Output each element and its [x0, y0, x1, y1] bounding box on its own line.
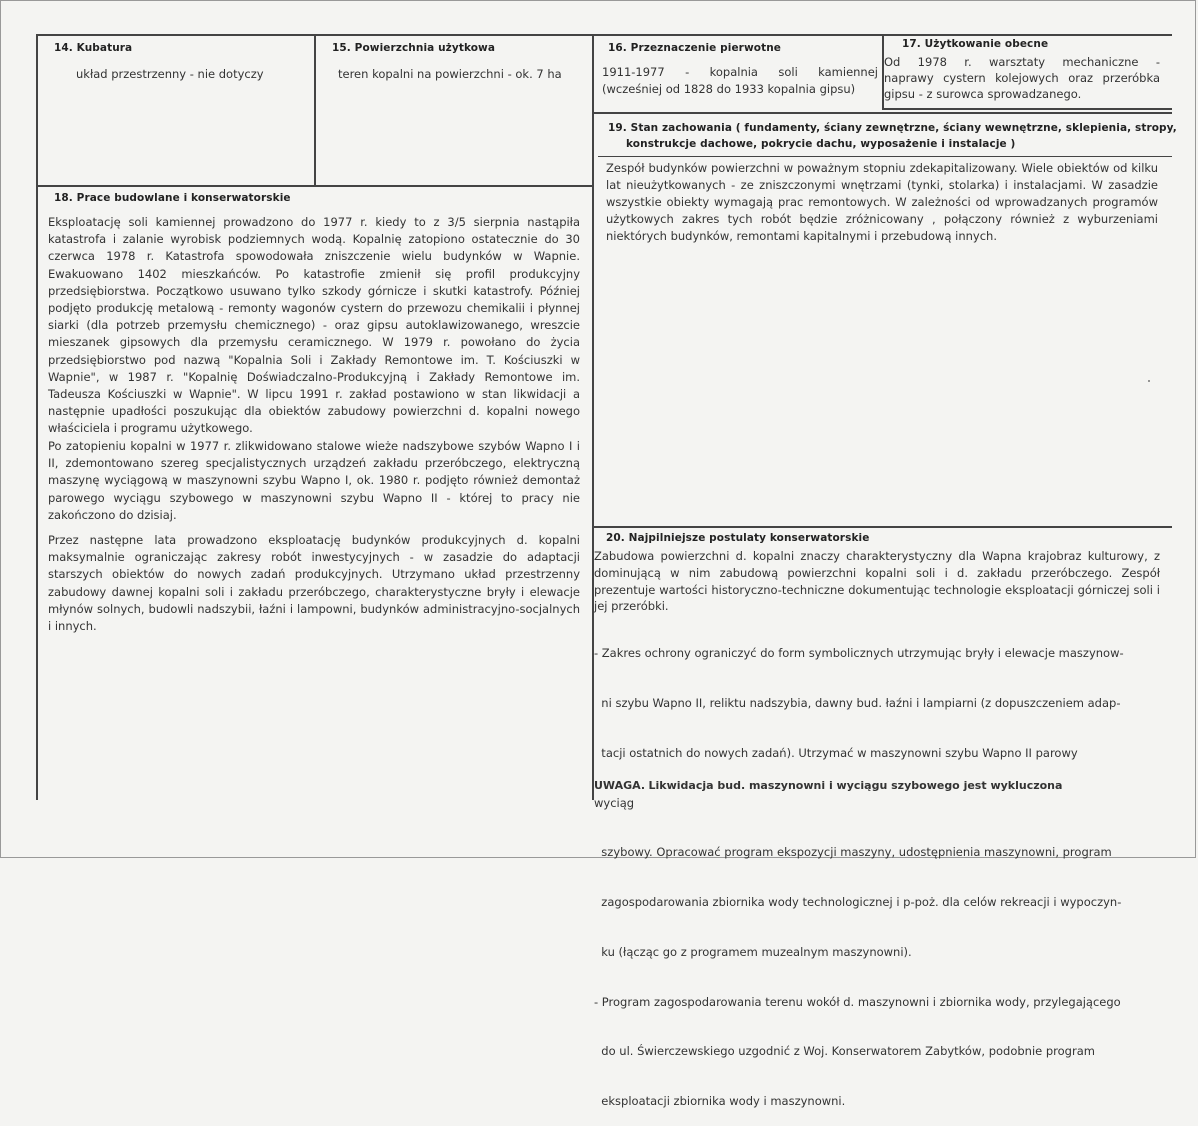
divider-f17-bottom — [884, 108, 1172, 110]
divider-v-left — [36, 34, 38, 800]
field-20-paragraph: Zabudowa powierzchni d. kopalni znaczy charakterystyczny dla Wapna krajobraz kulturowy, z dominującą w nim zabudową powierzchni kopalni soli i d. zakładu przeróbczego. Zespół prezentuje wartości historyczno-techniczne dokumentując technologie eksploatacji górniczej soli i jej przeróbki. — [594, 549, 1160, 614]
field-16-title: 16. Przeznaczenie pierwotne — [608, 42, 781, 54]
uwaga-label: UWAGA. — [594, 779, 646, 792]
field-14-value: układ przestrzenny - nie dotyczy — [76, 67, 264, 81]
field-20-line: do ul. Świerczewskiego uzgodnić z Woj. Konserwatorem Zabytków, podobnie program — [594, 1044, 1095, 1059]
field-19-title-line-1: 19. Stan zachowania ( fundamenty, ściany zewnętrzne, ściany wewnętrzne, sklepienia, stropy, — [608, 122, 1177, 134]
field-15-title: 15. Powierzchnia użytkowa — [332, 42, 496, 54]
field-15-value: teren kopalni na powierzchni - ok. 7 ha — [338, 67, 562, 81]
field-20-uwaga — [594, 778, 1154, 795]
field-17-line-2: naprawy cystern kolejowych oraz przeróbka — [884, 71, 1160, 85]
divider-top — [36, 34, 1172, 36]
field-18-paragraph-1: Eksploatację soli kamiennej prowadzono do 1977 r. kiedy to z 3/5 sierpnia nastąpiła katastrofa i zalanie wyrobisk podziemnych wodą. Kopalnię zatopiono ostatecznie do 30 czerwca 1978 r. Katastrofa spowodowała zniszczenie wielu budynków w Wapnie. Ewakuowano 1402 mieszkańców. Po katastrofie zmienił się profil produkcyjny przedsiębiorstwa. Początkowo usuwano tylko szkody górnicze i skutki katastrofy. Później podjęto produkcję metalową - remonty wagonów cystern do przewozu chemikalii i płynnej siarki (dla potrzeb przemysłu chemicznego) - oraz gipsu autoklawizowanego, wreszcie mieszanek gipsowych dla przemysłu ceramicznego. W 1979 r. powołano do życia przedsiębiorstwo pod nazwą "Kopalnia Soli i Zakłady Remontowe im. T. Kościuszki w Wapnie", w 1987 r. "Kopalnię Doświadczalno-Produkcyjną i Zakłady Remontowe im. Tadeusza Kościuszki w Wapnie". W lipcu 1991 r. zakład postawiono w stan likwidacji a następnie upadłości poszukując dla obiektów zabudowy powierzchni d. kopalni nowego właściciela i programu użytkowego. — [48, 215, 580, 436]
field-20-line: - Program zagospodarowania terenu wokół d. maszynowni i zbiornika wody, przylegającego — [594, 994, 1121, 1009]
field-20-line: - Zakres ochrony ograniczyć do form symbolicznych utrzymując bryły i elewacje maszynow- — [594, 646, 1124, 661]
field-20-list — [594, 612, 1162, 1126]
field-18-paragraph-3: Przez następne lata prowadzono eksploatację budynków produkcyjnych d. kopalni maksymalnie ograniczając zakresy robót inwestycyjnych - w zasadzie do adaptacji starszych obiektów do nowych zadań produkcyjnych. Utrzymano układ przestrzenny zabudowy dawnej kopalni soli i zakładu przeróbczego, charakterystyczne bryły i elewacje młynów solnych, budowli nadszybii, łaźni i lampowni, budynków administracyjno-socjalnych i innych. — [48, 533, 580, 634]
field-20-line: wyciąg — [594, 795, 635, 810]
field-17-line-3: gipsu - z surowca sprowadzanego. — [884, 87, 1082, 101]
field-17-title: 17. Użytkowanie obecne — [902, 38, 1049, 50]
field-20-title: 20. Najpilniejsze postulaty konserwatorskie — [606, 532, 870, 544]
field-19-title-line-2: konstrukcje dachowe, pokrycie dachu, wyposażenie i instalacje ) — [626, 138, 1016, 150]
field-19-value: Zespół budynków powierzchni w poważnym stopniu zdekapitalizowany. Wiele obiektów od kilku lat nieużytkowanych - ze zniszczonymi wnętrzami (tynki, stolarka) i instalacjami. W zasadzie wszystkie obiekty wymagają prac remontowych. W zależności od wprowadzanych programów użytkowych zakres tych robót będzie zróżnicowany , połączony również z wyburzeniami niektórych budynków, remontami kapitalnymi i przebudową innych. — [606, 161, 1158, 243]
field-20-line: zagospodarowania zbiornika wody technologicznej i p-poż. dla celów rekreacji i wypoczyn- — [594, 895, 1122, 910]
field-18-paragraph-2: Po zatopieniu kopalni w 1977 r. zlikwidowano stalowe wieże nadszybowe szybów Wapno I i II, zdemontowano szereg specjalistycznych urządzeń zakładu przeróbczego, elektryczną maszynę wyciągową w maszynowni szybu Wapno I, ok. 1980 r. podjęto również demontaż parowego wyciągu szybowego w maszynowni szybu Wapno II - której to pracy nie zakończono do dzisiaj. — [48, 439, 580, 522]
field-17-value — [884, 54, 1160, 102]
field-16-line-2: (wcześniej od 1828 do 1933 kopalnia gipsu) — [602, 81, 856, 96]
uwaga-text: Likwidacja bud. maszynowni i wyciągu szybowego jest wykluczona — [648, 779, 1063, 792]
field-20-line: tacji ostatnich do nowych zadań). Utrzymać w maszynowni szybu Wapno II parowy — [594, 745, 1078, 760]
divider-v-f14-f15 — [314, 34, 316, 185]
divider-f19-top — [594, 112, 1172, 114]
field-16-line-1: 1911-1977 - kopalnia soli kamiennej — [602, 65, 878, 79]
divider-f18-top — [36, 185, 594, 187]
field-14-title: 14. Kubatura — [54, 42, 133, 54]
divider-f20-top — [594, 526, 1172, 528]
field-16-value — [602, 64, 878, 97]
field-20-line: ni szybu Wapno II, reliktu nadszybia, dawny bud. łaźni i lampiarni (z dopuszczeniem adap- — [594, 695, 1121, 710]
divider-f19-title — [598, 156, 1172, 157]
scan-speck — [1148, 380, 1150, 382]
field-20-line: ku (łącząc go z programem muzealnym maszynowni). — [594, 944, 912, 959]
field-20-line: szybowy. Opracować program ekspozycji maszyny, udostępnienia maszynowni, program — [594, 845, 1112, 860]
field-17-line-1: Od 1978 r. warsztaty mechaniczne - — [884, 55, 1160, 69]
field-18-title: 18. Prace budowlane i konserwatorskie — [54, 192, 291, 204]
field-20-line: eksploatacji zbiornika wody i maszynowni. — [594, 1094, 846, 1109]
